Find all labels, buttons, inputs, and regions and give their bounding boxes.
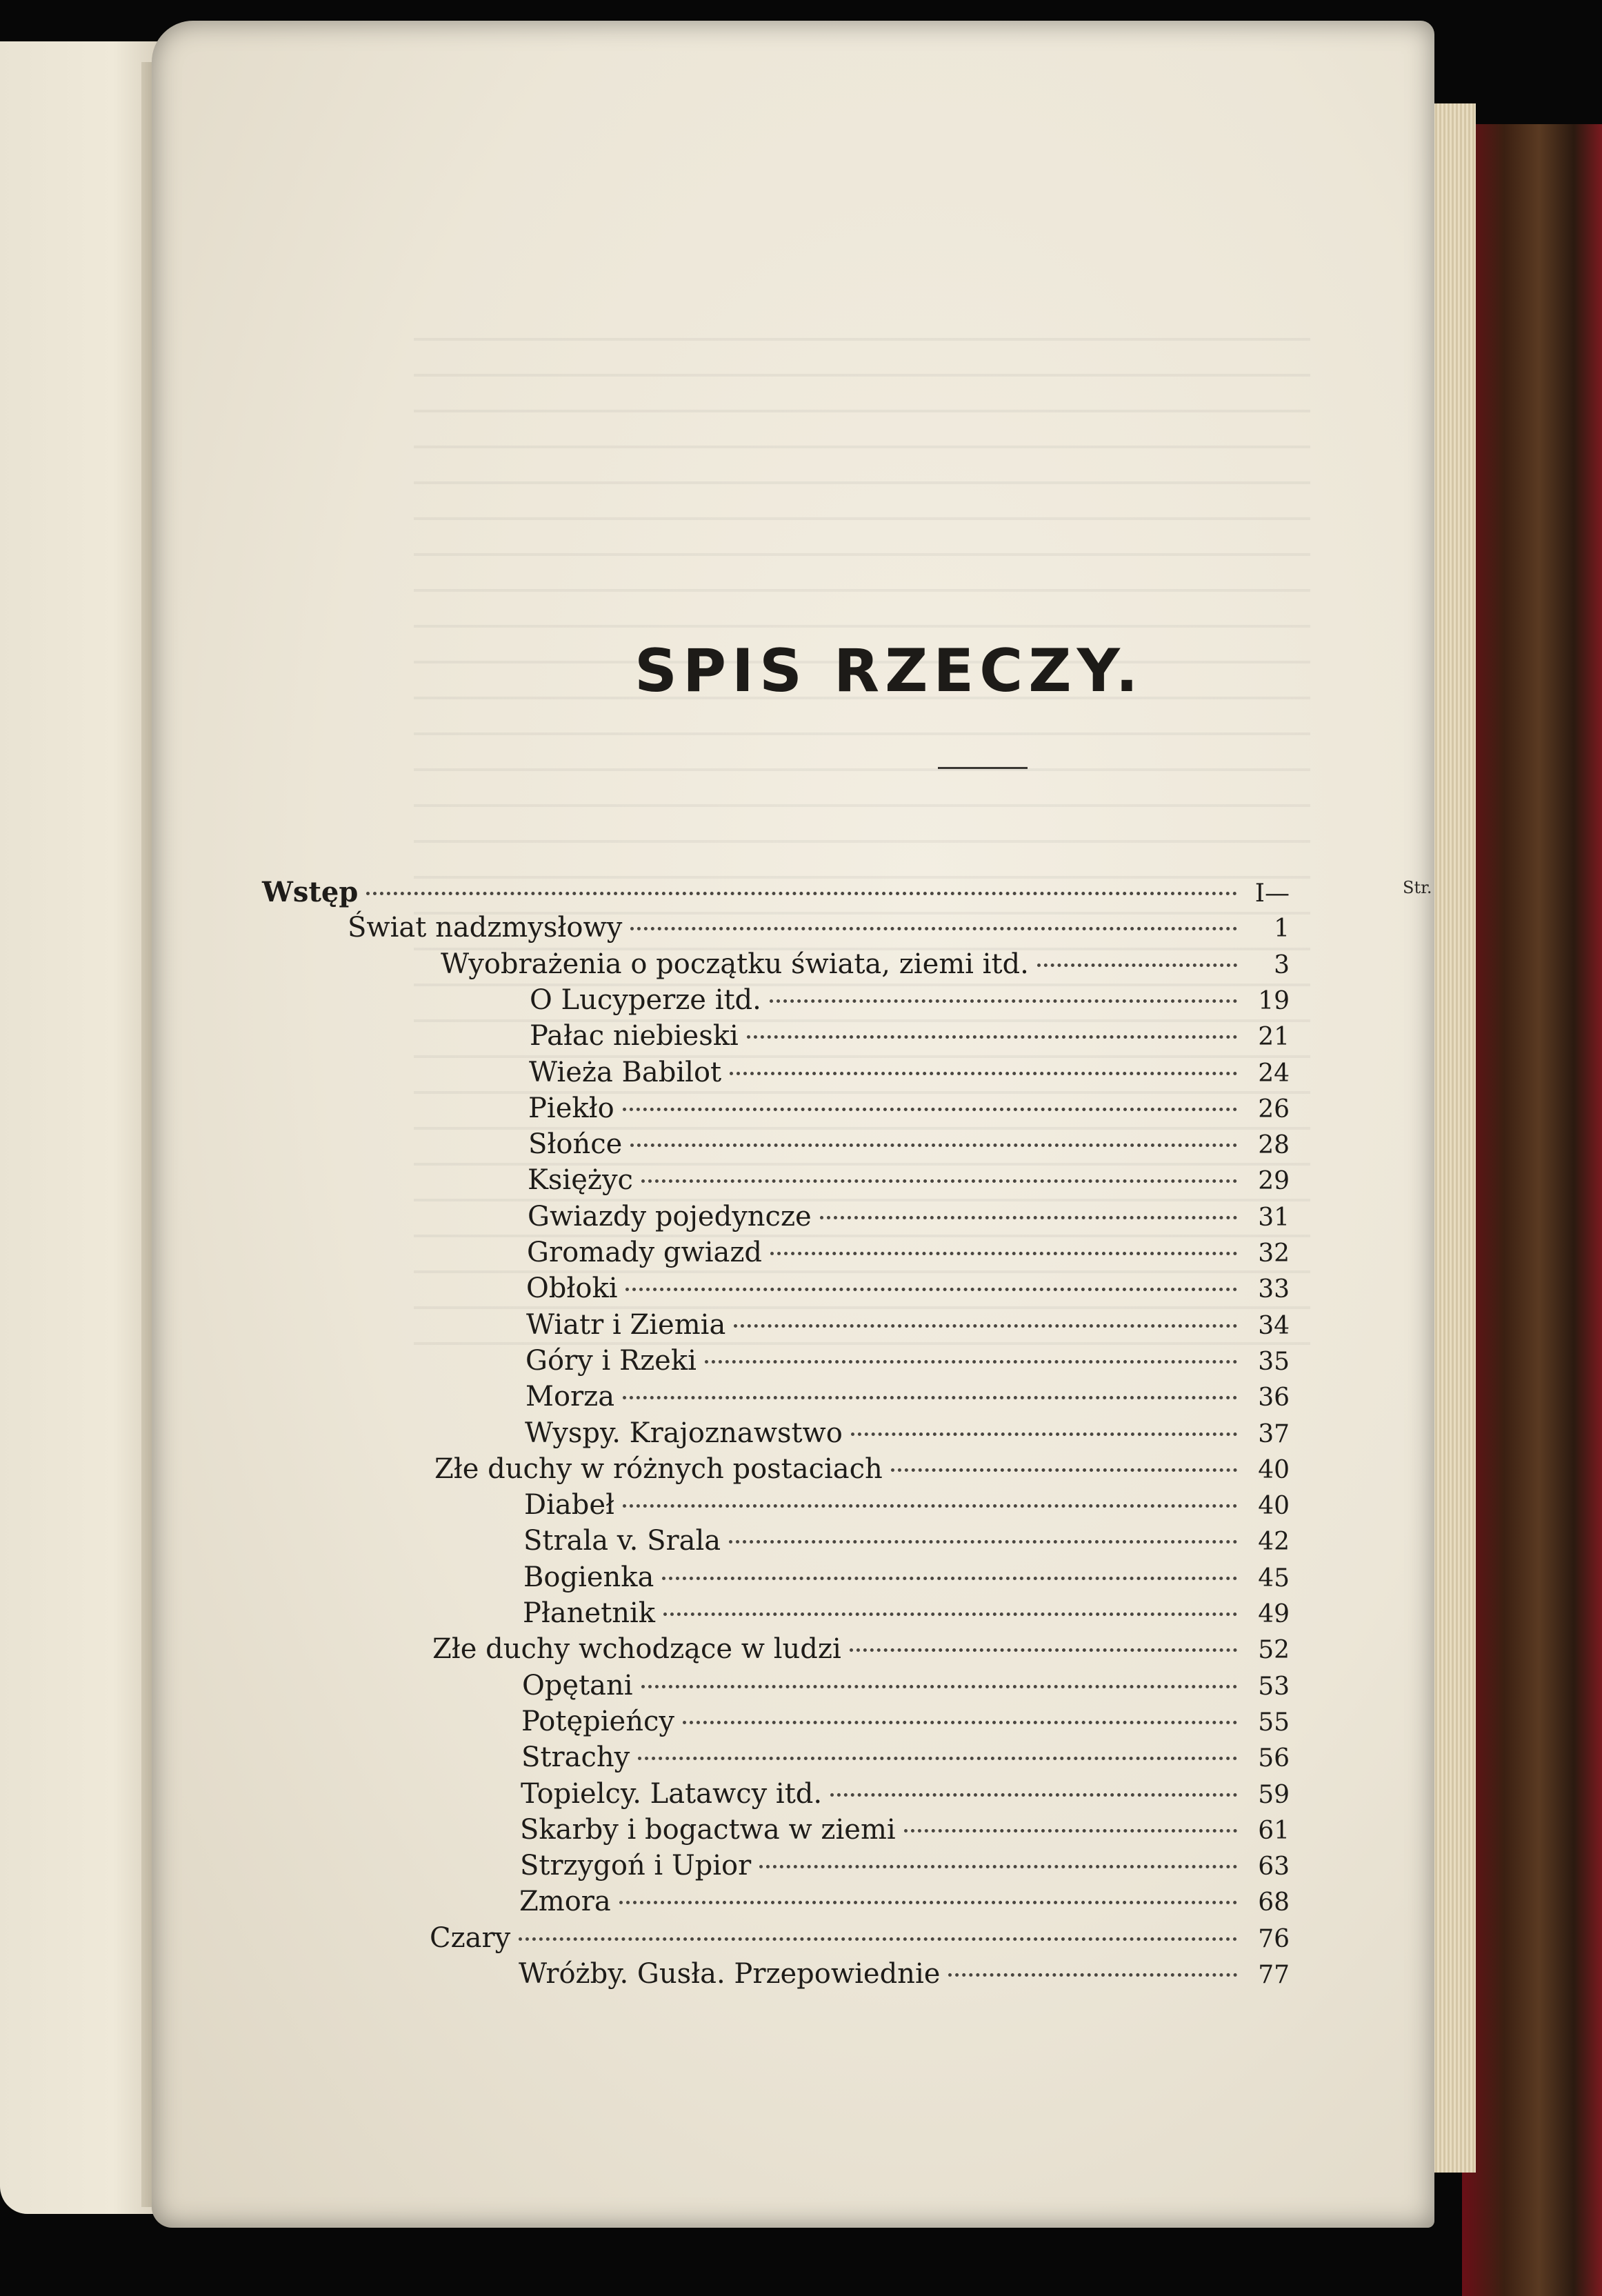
toc-entry [434, 1453, 1290, 1488]
toc-entry-title: Słońce [528, 1128, 623, 1160]
dot-leader [891, 1468, 1237, 1472]
toc-entry-title: Potępieńcy [521, 1706, 674, 1737]
dot-leader [705, 1360, 1237, 1364]
toc-entry [526, 1309, 1290, 1344]
toc-entry-page: 26 [1258, 1095, 1290, 1124]
dot-leader [625, 1288, 1237, 1291]
dot-leader [730, 1072, 1237, 1075]
toc-entry-page: 53 [1258, 1673, 1290, 1701]
toc-entry [528, 1164, 1290, 1199]
toc-entry [525, 1345, 1290, 1379]
title-rule [938, 767, 1028, 769]
dot-leader [623, 1108, 1237, 1111]
toc-entry-page: I— [1254, 879, 1290, 908]
dot-leader [638, 1757, 1237, 1760]
toc-entry-page: 55 [1258, 1708, 1290, 1737]
toc-entry-page: 28 [1258, 1131, 1290, 1159]
dot-leader [820, 1216, 1237, 1219]
toc-entry-title: Wyobrażenia o początku świata, ziemi itd. [441, 948, 1029, 980]
toc-entry [430, 1922, 1290, 1957]
dot-leader [759, 1865, 1237, 1868]
dot-leader [850, 1648, 1237, 1652]
dot-leader [663, 1613, 1237, 1616]
toc-entry [528, 1201, 1290, 1235]
book-cover-edge [1462, 124, 1602, 2296]
dot-leader [904, 1829, 1237, 1833]
right-page [152, 21, 1434, 2228]
dot-leader [747, 1035, 1237, 1039]
dot-leader [630, 1144, 1237, 1147]
dot-leader [641, 1685, 1237, 1688]
toc-entry [348, 912, 1290, 946]
toc-entry-page: 36 [1258, 1384, 1290, 1412]
toc-entry [520, 1850, 1290, 1884]
toc-entry [528, 1128, 1290, 1163]
toc-entry-title: Czary [430, 1922, 511, 1954]
dot-leader [683, 1721, 1237, 1724]
toc-entry-page: 35 [1258, 1348, 1290, 1376]
toc-entry [525, 1417, 1290, 1452]
toc-entry-title: Księżyc [528, 1164, 633, 1196]
toc-entry-title: Wiatr i Ziemia [526, 1309, 726, 1341]
dot-leader [366, 892, 1237, 895]
toc-entry-page: 37 [1258, 1420, 1290, 1448]
toc-entry-page: 33 [1258, 1275, 1290, 1304]
toc-entry-title: Gwiazdy pojedyncze [528, 1201, 812, 1232]
toc-entry-page: 34 [1258, 1312, 1290, 1340]
dot-leader [729, 1540, 1237, 1544]
toc-entry [519, 1958, 1290, 1993]
toc-entry [523, 1597, 1290, 1632]
toc-entry-page: 31 [1258, 1204, 1290, 1232]
toc-entry-page: 56 [1258, 1744, 1290, 1773]
toc-entry-title: Strala v. Srala [523, 1525, 721, 1557]
toc-entry [521, 1778, 1290, 1813]
toc-entry-title: Płanetnik [523, 1597, 656, 1629]
toc-entry-page: 42 [1258, 1528, 1290, 1556]
toc-entry-title: Strzygoń i Upior [520, 1850, 752, 1881]
toc-entry-title: Morza [525, 1381, 615, 1412]
toc-entry [525, 1381, 1290, 1415]
toc-entry-page: 49 [1258, 1600, 1290, 1628]
toc-entry [530, 1020, 1290, 1055]
toc-entry [523, 1525, 1290, 1559]
toc-entry-page: 40 [1258, 1456, 1290, 1484]
dot-leader [641, 1179, 1237, 1183]
toc-entry-title: Świat nadzmysłowy [348, 912, 623, 944]
toc-entry-page: 40 [1258, 1492, 1290, 1520]
dot-leader [770, 1252, 1237, 1255]
toc-entry-page: 21 [1258, 1023, 1290, 1051]
toc-entry-title: Zmora [519, 1886, 611, 1917]
toc-entry-title: Bogienka [523, 1561, 654, 1593]
toc-entry [526, 1272, 1290, 1307]
left-page [0, 41, 162, 2214]
dot-leader [619, 1901, 1237, 1904]
dot-leader [734, 1324, 1237, 1328]
toc-entry [441, 948, 1290, 983]
toc-entry-title: Pałac niebieski [530, 1020, 739, 1052]
dot-leader [851, 1432, 1237, 1436]
toc-entry-title: Wyspy. Krajoznawstwo [525, 1417, 843, 1449]
dot-leader [662, 1577, 1237, 1580]
toc-entry-page: 32 [1258, 1239, 1290, 1268]
toc-entry-title: Złe duchy w różnych postaciach [434, 1453, 883, 1485]
toc-entry-page: 29 [1258, 1167, 1290, 1195]
dot-leader [770, 999, 1237, 1003]
dot-leader [948, 1973, 1237, 1977]
toc-entry-title: Opętani [522, 1670, 633, 1701]
toc-entry-title: Skarby i bogactwa w ziemi [520, 1814, 896, 1846]
toc-entry-page: 19 [1258, 987, 1290, 1015]
toc-entry-page: 63 [1258, 1853, 1290, 1881]
toc-entry-title: Obłoki [526, 1272, 618, 1304]
toc-entry [432, 1633, 1290, 1668]
page-title: SPIS RZECZY. [634, 637, 1144, 706]
toc-entry-title: Piekło [528, 1092, 614, 1124]
toc-entry-title: Wieża Babilot [529, 1057, 722, 1088]
dot-leader [519, 1937, 1237, 1941]
toc-entry-page: 45 [1258, 1564, 1290, 1593]
toc-entry [519, 1886, 1290, 1920]
toc-entry [521, 1706, 1290, 1740]
toc-entry-page: 52 [1258, 1636, 1290, 1664]
dot-leader [623, 1504, 1237, 1508]
toc-entry-title: Gromady gwiazd [527, 1237, 763, 1268]
toc-entry-title: Wstęp [262, 876, 359, 908]
toc-entry-page: 68 [1258, 1888, 1290, 1917]
toc-entry-title: Złe duchy wchodzące w ludzi [432, 1633, 841, 1665]
toc-entry-page: 1 [1274, 915, 1290, 943]
dot-leader [1037, 964, 1237, 967]
dot-leader [623, 1396, 1237, 1399]
toc-entry [522, 1670, 1290, 1704]
dot-leader [630, 927, 1237, 930]
toc-entry [528, 1092, 1290, 1127]
toc-entry [530, 984, 1290, 1019]
toc-entry-title: Góry i Rzeki [525, 1345, 697, 1377]
toc-entry-page: 61 [1258, 1817, 1290, 1845]
toc-entry-title: Topielcy. Latawcy itd. [521, 1778, 823, 1810]
toc-entry [262, 876, 1290, 910]
dot-leader [830, 1793, 1237, 1797]
toc-entry-page: 76 [1258, 1925, 1290, 1953]
page-column-label: Str. [1403, 878, 1432, 897]
toc-entry [521, 1741, 1290, 1776]
toc-entry-page: 3 [1274, 951, 1290, 979]
toc-entry-page: 77 [1258, 1961, 1290, 1989]
toc-entry-title: O Lucyperze itd. [530, 984, 761, 1016]
toc-entry-page: 59 [1258, 1781, 1290, 1809]
toc-entry-title: Strachy [521, 1741, 630, 1773]
toc-entry [524, 1489, 1290, 1524]
toc-entry [520, 1814, 1290, 1848]
toc-entry-page: 24 [1258, 1059, 1290, 1088]
toc-entry [529, 1057, 1290, 1091]
toc-entry-title: Diabeł [524, 1489, 614, 1521]
toc-entry [527, 1237, 1290, 1271]
toc-entry [523, 1561, 1290, 1596]
toc-entry-title: Wróżby. Gusła. Przepowiednie [519, 1958, 941, 1990]
